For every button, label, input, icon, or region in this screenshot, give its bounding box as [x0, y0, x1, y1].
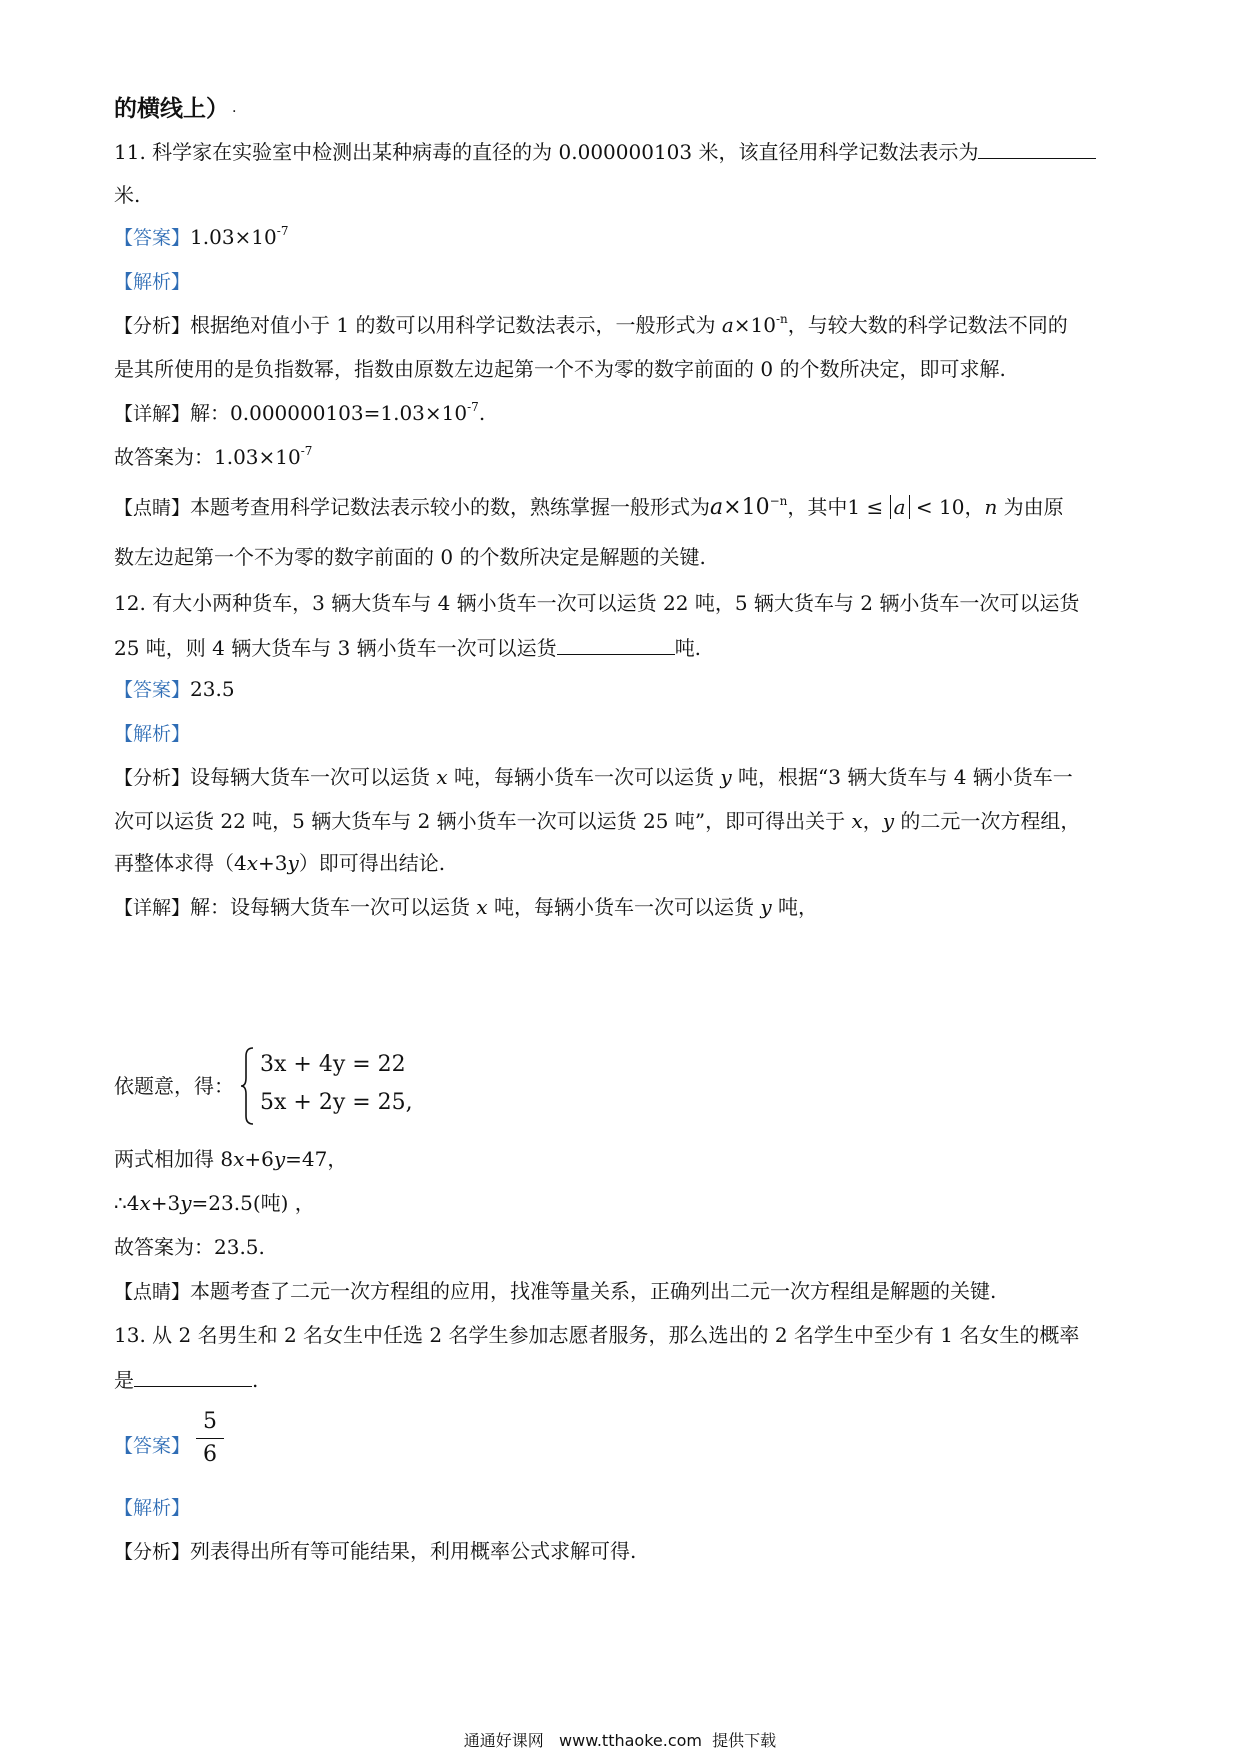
equation-2: 5x + 2y = 25,: [260, 1090, 413, 1115]
page-footer: 通通好课网 www.tthaoke.com 提供下载: [463, 1731, 777, 1750]
q11-fenxi-line1: 【分析】根据绝对值小于 1 的数可以用科学记数法表示，一般形式为 $a\times 10^{-n}$，与较大数的科学记数法不同的: [114, 312, 1068, 337]
q12-therefore-line: ∴4x+3y=23.5(吨) ，: [114, 1191, 315, 1215]
section-heading-tail: 的横线上） .: [114, 95, 236, 122]
q12-xiangjie: 【详解】解：设每辆大货车一次可以运货 x 吨，每辆小货车一次可以运货 y 吨，: [114, 895, 819, 919]
q11-analysis-tag: 【解析】: [114, 271, 191, 293]
left-brace-icon: [240, 1046, 256, 1126]
q11-stem-line2: 米.: [114, 183, 141, 207]
q12-answer: 【答案】23.5: [114, 677, 235, 701]
q11-answer-blank: [978, 136, 1096, 159]
abs-value-a: a: [890, 495, 910, 519]
q12-fenxi-line3: 再整体求得（4x+3y）即可得出结论.: [114, 851, 446, 875]
q12-fenxi-line1: 【分析】设每辆大货车一次可以运货 x 吨，每辆小货车一次可以运货 y 吨，根据“3 辆大货车与 4 辆小货车一: [114, 765, 1073, 789]
q11-answer: 【答案】$1.03\times 10^{-7}$: [114, 224, 289, 249]
q11-fenxi-line2: 是其所使用的是负指数幂，指数由原数左边起第一个不为零的数字前面的 0 的个数所决定，即可求解.: [114, 357, 1006, 381]
q11-stem-line1: 11. 科学家在实验室中检测出某种病毒的直径的为 0.000000103 米，该直径用科学记数法表示为: [114, 136, 1130, 167]
q13-answer: 【答案】: [114, 1435, 191, 1457]
q13-fenxi: 【分析】列表得出所有等可能结果，利用概率公式求解可得.: [114, 1539, 637, 1563]
equation-1: 3x + 4y = 22: [260, 1052, 406, 1077]
fraction-denominator: 6: [203, 1442, 217, 1467]
q11-final-answer: 故答案为：$1.03\times 10^{-7}$: [114, 444, 313, 469]
q12-final-answer: 故答案为：23.5.: [114, 1235, 265, 1259]
q13-stem-line1: 13. 从 2 名男生和 2 名女生中任选 2 名学生参加志愿者服务，那么选出的 2 名学生中至少有 1 名女生的概率: [114, 1323, 1080, 1347]
q11-dianjing-line1: 【点睛】本题考查用科学记数法表示较小的数，熟练掌握一般形式为$a\times 10^{-n}$，其中1 ≤ a < 10，n 为由原: [114, 494, 1064, 520]
fraction-numerator: 5: [203, 1409, 217, 1434]
q12-equation-system: [114, 1046, 514, 1126]
system-label: 依题意，得：: [114, 1074, 234, 1098]
q13-answer-fraction: [196, 1408, 224, 1469]
q12-answer-blank: [557, 632, 675, 655]
q11-dianjing-line2: 数左边起第一个不为零的数字前面的 0 的个数所决定是解题的关键.: [114, 545, 706, 569]
q12-analysis-tag: 【解析】: [114, 723, 191, 745]
q13-answer-blank: [134, 1364, 252, 1387]
q12-stem-line2: 25 吨，则 4 辆大货车与 3 辆小货车一次可以运货 吨.: [114, 632, 1130, 663]
fraction-bar: [196, 1438, 224, 1439]
q12-fenxi-line2: 次可以运货 22 吨，5 辆大货车与 2 辆小货车一次可以运货 25 吨”，即可得出关于 x，y 的二元一次方程组，: [114, 809, 1081, 833]
q13-stem-line2: 是 .: [114, 1364, 1130, 1395]
q11-xiangjie: 【详解】解：$0.000000103=1.03\times 10^{-7}$.: [114, 400, 486, 425]
q12-stem-line1: 12. 有大小两种货车，3 辆大货车与 4 辆小货车一次可以运货 22 吨，5 辆大货车与 2 辆小货车一次可以运货: [114, 591, 1080, 615]
q12-dianjing: 【点睛】本题考查了二元一次方程组的应用，找准等量关系，正确列出二元一次方程组是解题的关键.: [114, 1279, 997, 1303]
q12-sum-line: 两式相加得 8x+6y=47，: [114, 1147, 348, 1171]
answer-tag: 【答案】: [114, 227, 191, 249]
q13-analysis-tag: 【解析】: [114, 1497, 191, 1519]
